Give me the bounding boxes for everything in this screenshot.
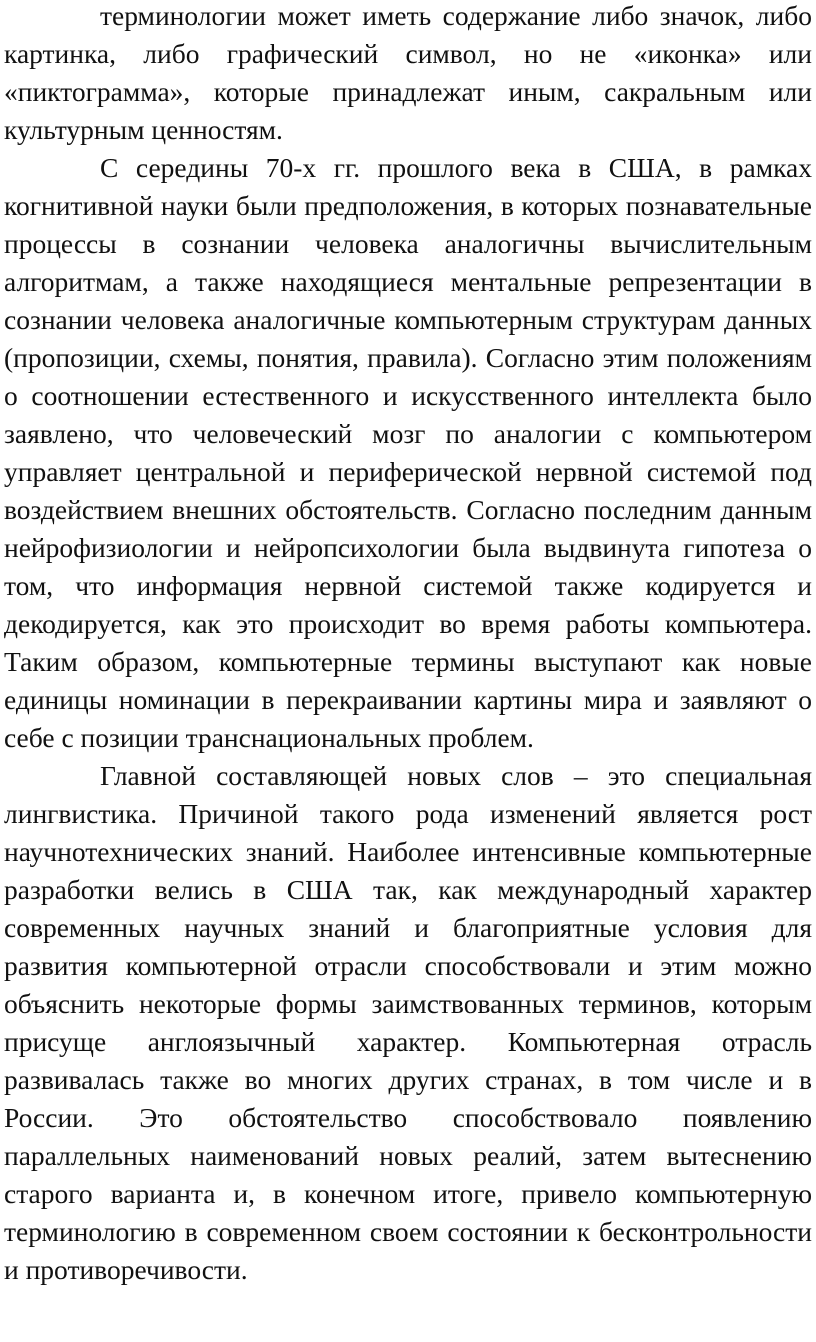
paragraph-special-linguistics: Главной составляющей новых слов – это специальная лингвистика. Причиной такого рода изменений является рост научнотехнических знаний. Наиболее интенсивные компьютерные разработки велись в США так, как международный характер современных научных знаний и благоприятные условия для развития компьютерной отрасли способствовали и этим можно объяснить некоторые формы заимствованных терминов, которым присуще англоязычный характер. Компьютерная отрасль развивалась также во многих других странах, в том числе и в России. Это обстоятельство способствовало появлению параллельных наименований новых реалий, затем вытеснению старого варианта и, в конечном итоге, привело компьютерную терминологию в современном своем состоянии к бесконтрольности и противоречивости. xyxy=(4,760,812,1285)
paragraph-continuation: терминологии может иметь содержание либо значок, либо картинка, либо графический символ, но не «иконка» или «пиктограмма», которые принадлежат иным, сакральным или культурным ценностям. xyxy=(4,0,812,145)
paragraph-cognitive-science: С середины 70-х гг. прошлого века в США, в рамках когнитивной науки были предположения, в которых познавательные процессы в сознании человека аналогичны вычислительным алгоритмам, а также находящиеся ментальные репрезентации в сознании человека аналогичные компьютерным структурам данных (пропозиции, схемы, понятия, правила). Согласно этим положениям о соотношении естественного и искусственного интеллекта было заявлено, что человеческий мозг по аналогии с компьютером управляет центральной и периферической нервной системой под воздействием внешних обстоятельств. Согласно последним данным нейрофизиологии и нейропсихологии была выдвинута гипотеза о том, что информация нервной системой также кодируется и декодируется, как это происходит во время работы компьютера. Таким образом, компьютерные термины выступают как новые единицы номинации в перекраивании картины мира и заявляют о себе с позиции транснациональных проблем. xyxy=(4,152,812,753)
